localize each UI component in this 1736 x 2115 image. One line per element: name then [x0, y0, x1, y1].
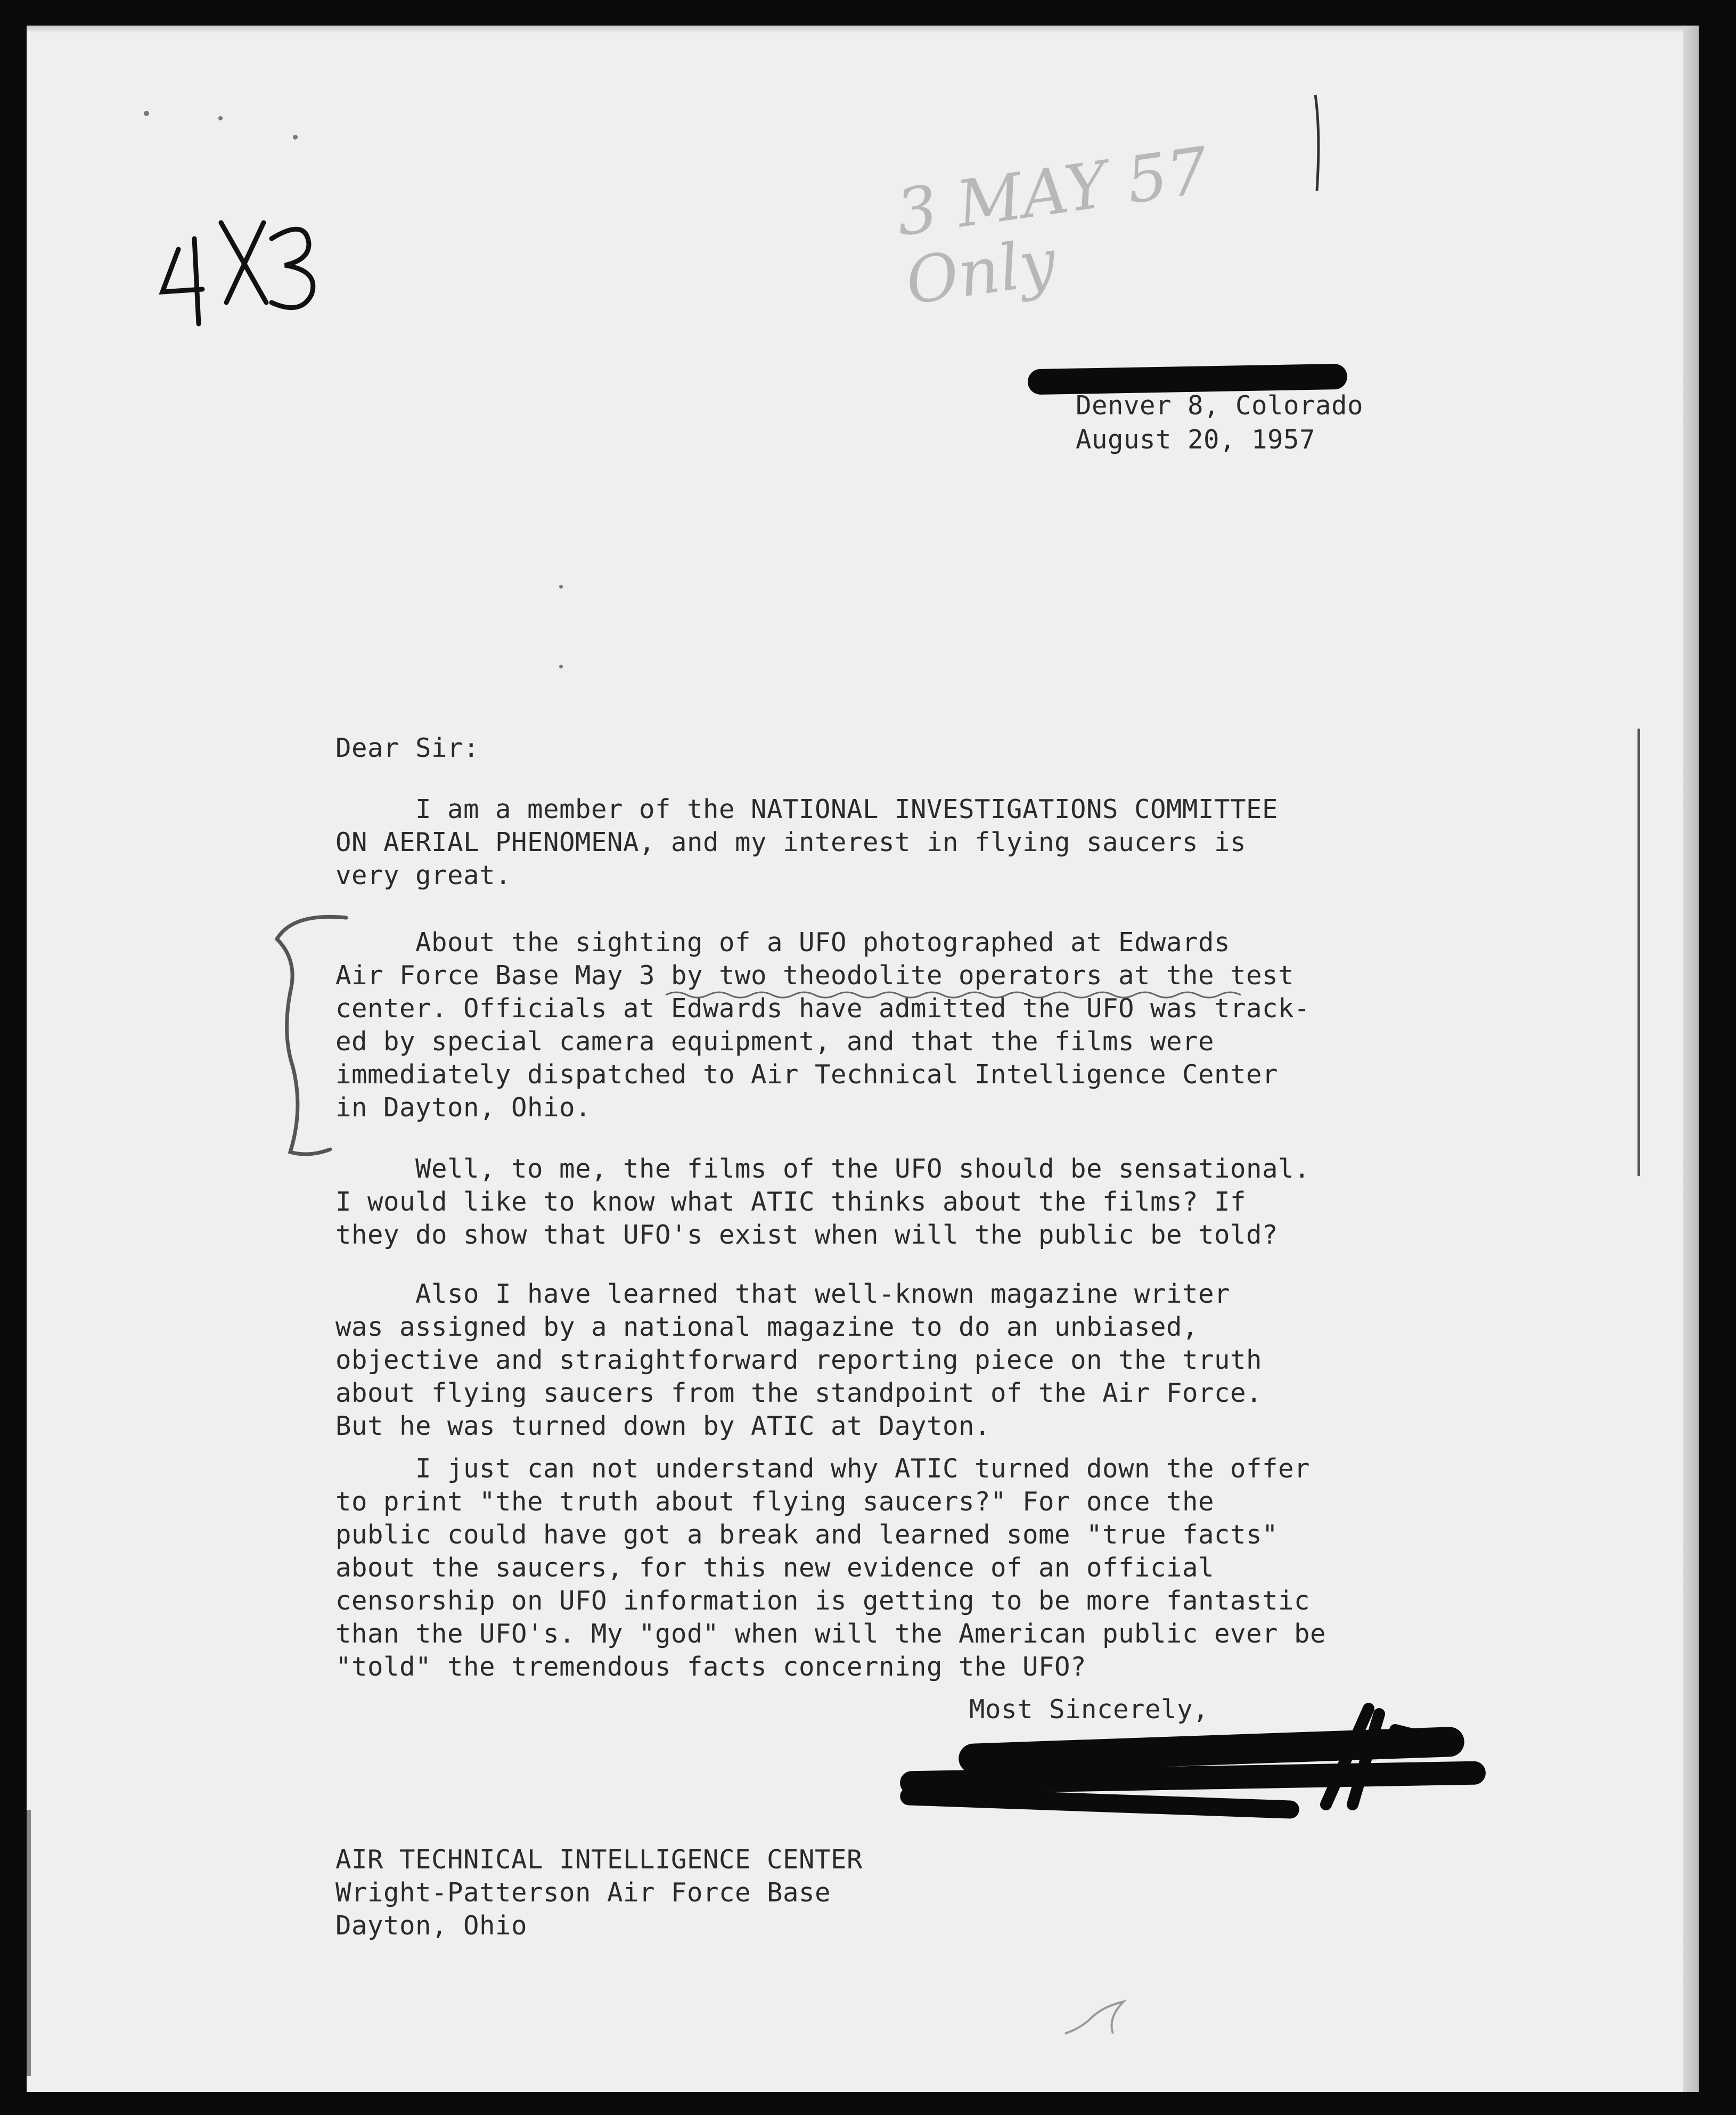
paragraph-1-line-3: very great.: [335, 860, 512, 891]
salutation: Dear Sir:: [335, 733, 480, 763]
paragraph-4-line-1: Also I have learned that well-known magazine writer: [335, 1279, 1231, 1309]
paragraph-2-line-2: Air Force Base May 3 by two theodolite operators at the test: [335, 960, 1295, 991]
paragraph-4-line-2: was assigned by a national magazine to do an unbiased,: [335, 1312, 1199, 1342]
paragraph-2-line-5: immediately dispatched to Air Technical Intelligence Center: [335, 1059, 1279, 1090]
paragraph-2-line-6: in Dayton, Ohio.: [335, 1092, 592, 1123]
paragraph-5-line-2: to print "the truth about flying saucers?" For once the: [335, 1487, 1215, 1517]
paragraph-4-line-5: But he was turned down by ATIC at Dayton.: [335, 1411, 991, 1441]
pencil-underline: [666, 987, 1251, 1003]
page-right-edge: [1683, 26, 1699, 2092]
paragraph-5-line-1: I just can not understand why ATIC turned down the offer: [335, 1453, 1311, 1484]
paragraph-2-line-1: About the sighting of a UFO photographed at Edwards: [335, 927, 1231, 958]
margin-line: [1637, 729, 1640, 1176]
faint-scribble: [1060, 1996, 1134, 2044]
paragraph-5-line-3: public could have got a break and learned some "true facts": [335, 1520, 1279, 1550]
letter-date: August 20, 1957: [1076, 424, 1316, 455]
paragraph-1-line-2: ON AERIAL PHENOMENA, and my interest in flying saucers is: [335, 827, 1247, 858]
handwritten-file-number: [157, 201, 327, 329]
recipient-line-1: AIR TECHNICAL INTELLIGENCE CENTER: [335, 1844, 863, 1875]
letter-page: [27, 26, 1699, 2092]
closing: Most Sincerely,: [969, 1694, 1209, 1725]
signature-stroke: [1305, 1698, 1422, 1815]
recipient-line-3: Dayton, Ohio: [335, 1910, 528, 1941]
paragraph-4-line-3: objective and straightforward reporting piece on the truth: [335, 1345, 1263, 1375]
speck: [559, 665, 563, 668]
pencil-stroke: [1307, 89, 1329, 196]
speck: [144, 111, 149, 116]
speck: [293, 135, 298, 140]
paragraph-5-line-7: "told" the tremendous facts concerning the UFO?: [335, 1652, 1087, 1682]
scan-edge-wear: [27, 1810, 31, 2076]
paragraph-4-line-4: about flying saucers from the standpoint of the Air Force.: [335, 1378, 1263, 1408]
paragraph-2-line-3: center. Officials at Edwards have admitted the UFO was track-: [335, 993, 1311, 1024]
faint-margin-note: 3 MAY 57 Only: [891, 134, 1213, 320]
speck: [559, 585, 563, 589]
redacted-signature-line-3: [900, 1787, 1300, 1819]
paragraph-3-line-1: Well, to me, the films of the UFO should be sensational.: [335, 1154, 1311, 1184]
paragraph-1-line-1: I am a member of the NATIONAL INVESTIGATIONS COMMITTEE: [335, 794, 1279, 824]
page-top-edge: [27, 26, 1699, 33]
paragraph-5-line-4: about the saucers, for this new evidence of an official: [335, 1553, 1215, 1583]
paragraph-5-line-5: censorship on UFO information is getting to be more fantastic: [335, 1586, 1311, 1616]
paragraph-3-line-3: they do show that UFO's exist when will the public be told?: [335, 1220, 1279, 1250]
recipient-line-2: Wright-Patterson Air Force Base: [335, 1877, 831, 1908]
speck: [218, 116, 223, 120]
paragraph-2-line-4: ed by special camera equipment, and that the films were: [335, 1026, 1215, 1057]
paragraph-5-line-6: than the UFO's. My "god" when will the American public ever be: [335, 1619, 1326, 1649]
paragraph-3-line-2: I would like to know what ATIC thinks about the films? If: [335, 1187, 1247, 1217]
sender-city-line: Denver 8, Colorado: [1076, 390, 1364, 421]
